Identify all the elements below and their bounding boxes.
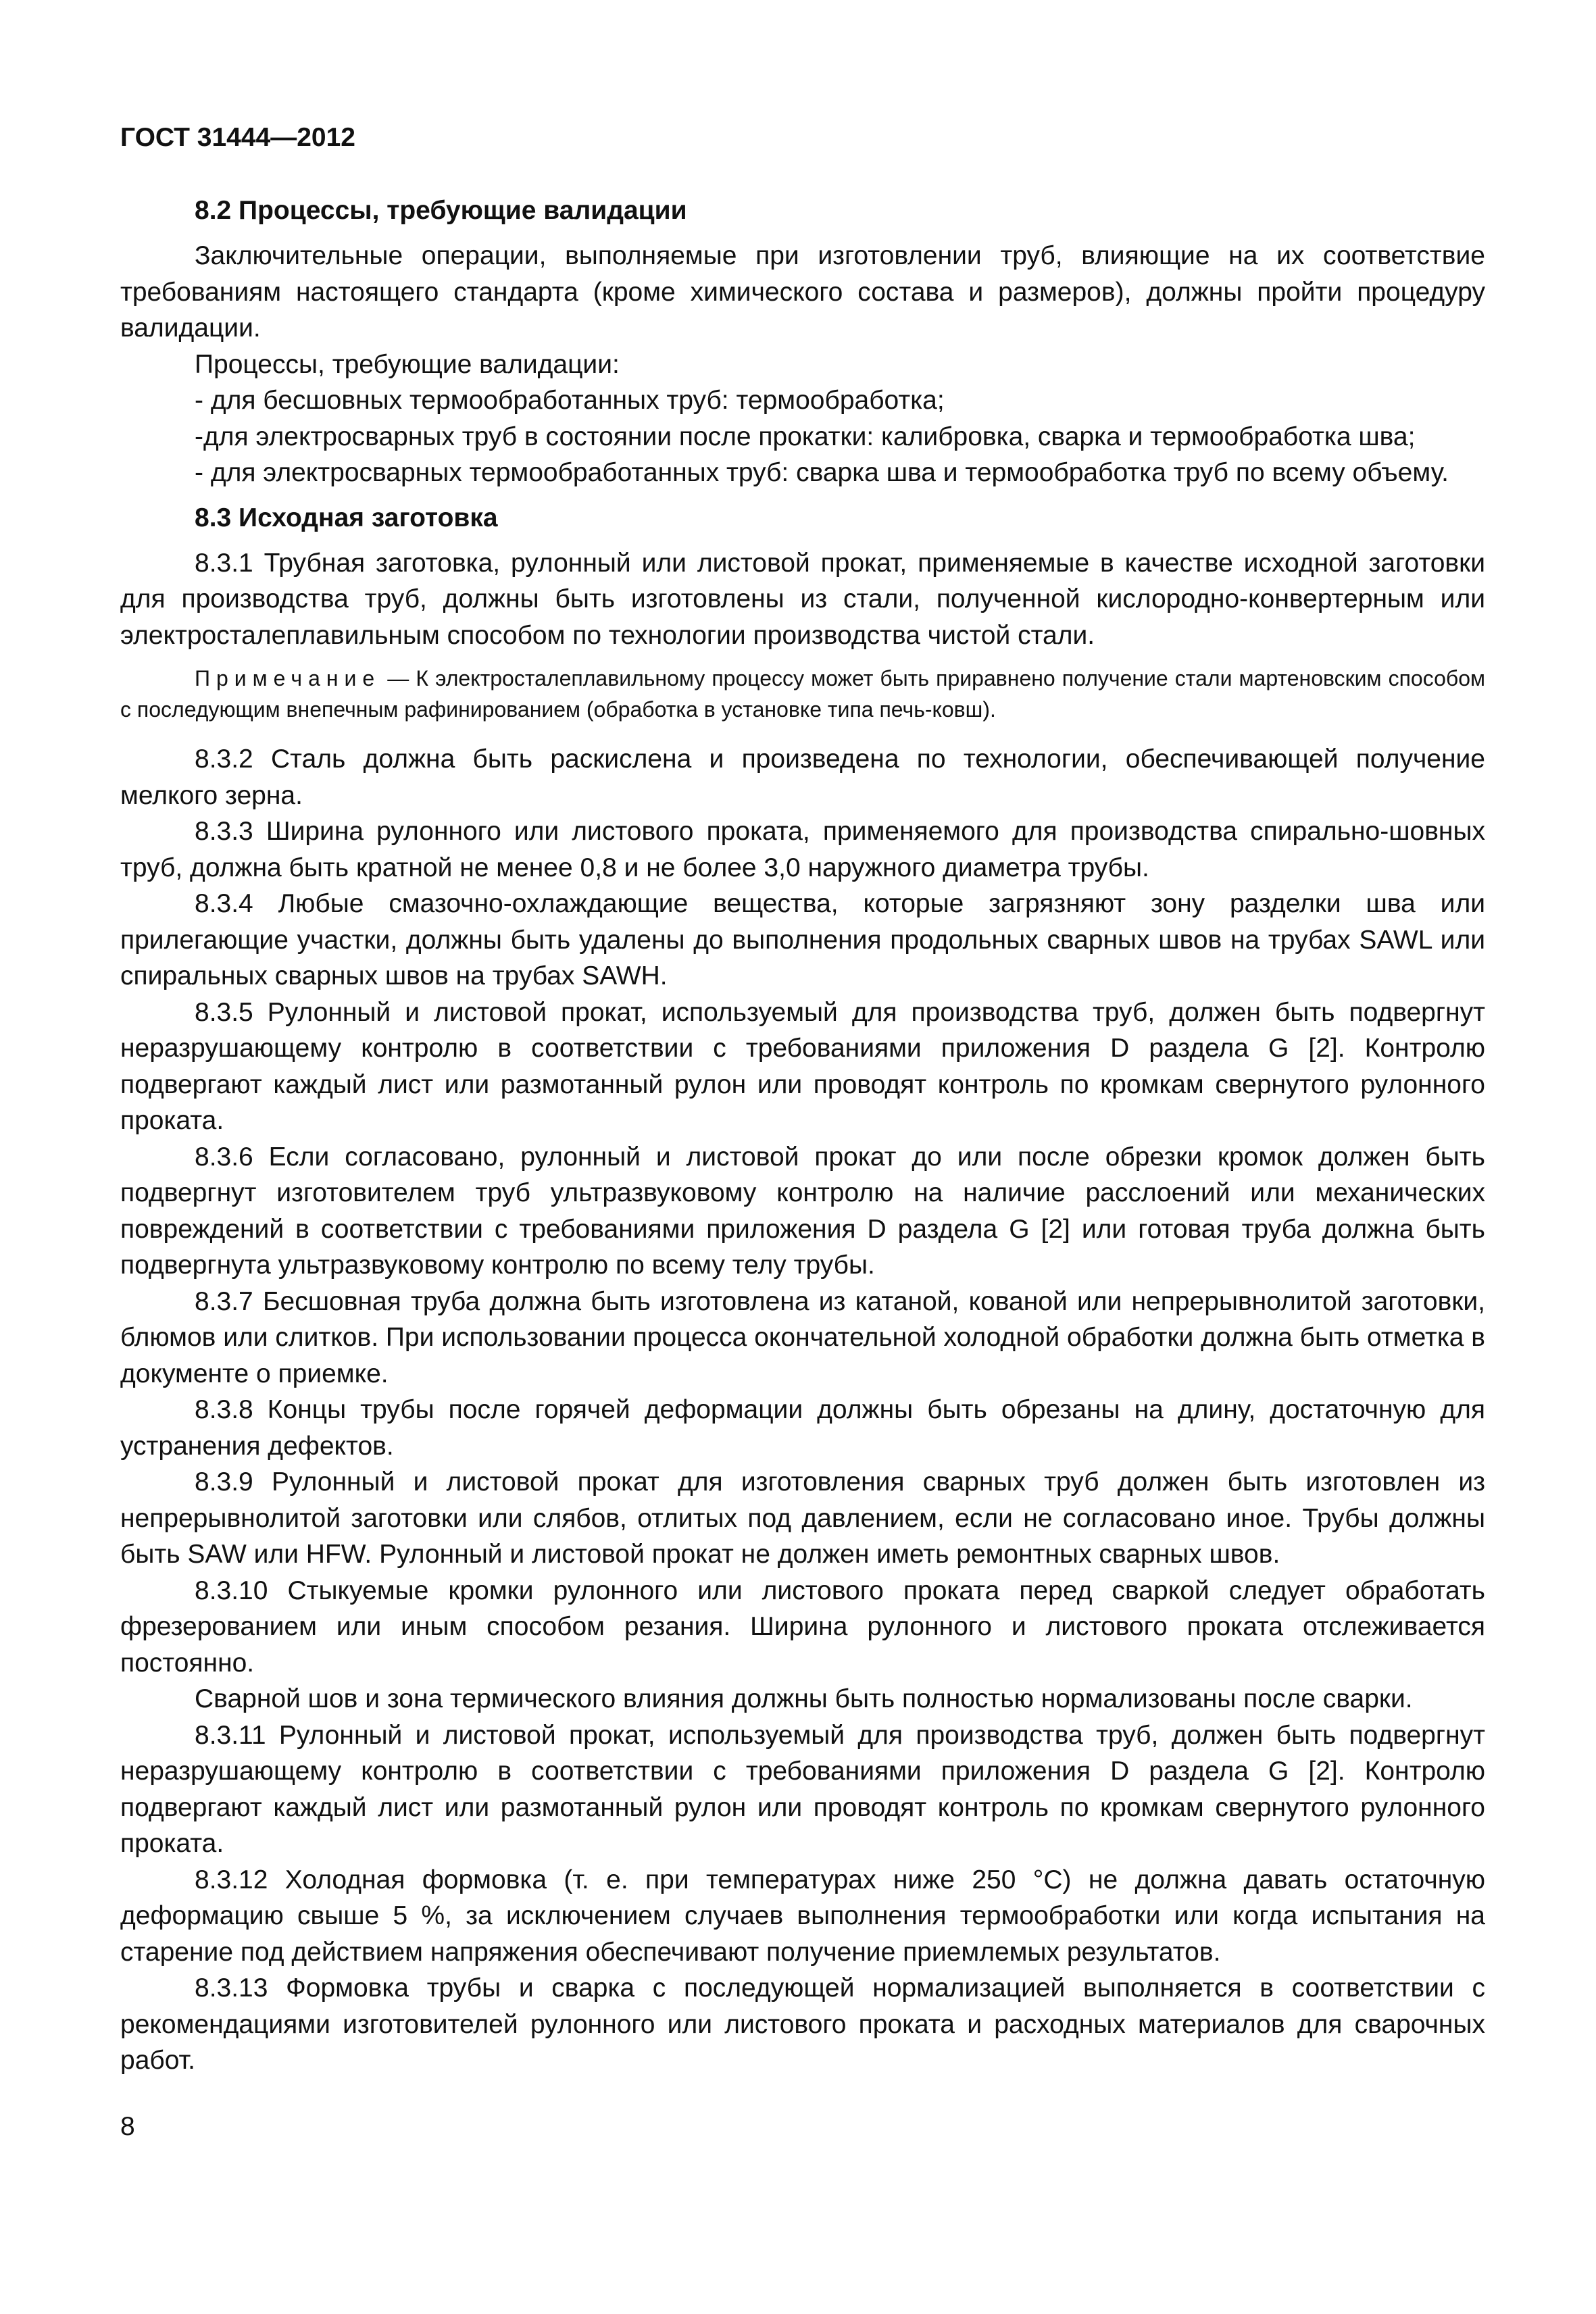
- paragraph-8-3-12: 8.3.12 Холодная формовка (т. е. при температурах ниже 250 °C) не должна давать остаточную деформацию свыше 5 %, за исключением случаев выполнения термообработки или когда испытания на старение под действием напряжения обеспечивают получение приемлемых результатов.: [120, 1865, 1485, 1967]
- note-text: — К электросталеплавильному процессу может быть приравнено получение стали мартеновским способом с последующим внепечным рафинированием (обработка в установке типа печь-ковш).: [120, 666, 1485, 722]
- paragraph-8-3-2: 8.3.2 Сталь должна быть раскислена и произведена по технологии, обеспечивающей получение мелкого зерна.: [120, 745, 1485, 810]
- section-8-2-list-item: -для электросварных труб в состоянии после прокатки: калибровка, сварка и термообработка шва;: [195, 422, 1416, 451]
- note-block: [120, 663, 1485, 725]
- paragraph-8-3-5: 8.3.5 Рулонный и листовой прокат, используемый для производства труб, должен быть подвергнут неразрушающему контролю в соответствии с требованиями приложения D раздела G [2]. Контролю подвергают каждый лист или размотанный рулон или проводят контроль по кромкам свернутого рулонного проката.: [120, 997, 1485, 1135]
- page-number: 8: [120, 2112, 135, 2141]
- paragraph-8-3-6: 8.3.6 Если согласовано, рулонный и листовой прокат до или после обрезки кромок должен быть подвергнут изготовителем труб ультразвуковому контролю на наличие расслоений или механических повреждений в соответствии с требованиями приложения D раздела G [2] или готовая труба должна быть подвергнута ультразвуковому контролю по всему телу трубы.: [120, 1142, 1485, 1280]
- paragraph-8-3-4: 8.3.4 Любые смазочно-охлаждающие вещества, которые загрязняют зону разделки шва или прилегающие участки, должны быть удалены до выполнения продольных сварных швов на трубах SAWL или спиральных сварных швов на трубах SAWH.: [120, 889, 1485, 990]
- paragraph-8-3-10: 8.3.10 Стыкуемые кромки рулонного или листового проката перед сваркой следует обработать фрезерованием или иным способом резания. Ширина рулонного и листового проката отслеживается постоянно.: [120, 1576, 1485, 1678]
- paragraph-8-3-10-continuation: Сварной шов и зона термического влияния должны быть полностью нормализованы после сварки.: [195, 1684, 1413, 1713]
- paragraph-8-3-9: 8.3.9 Рулонный и листовой прокат для изготовления сварных труб должен быть изготовлен из непрерывнолитой заготовки или слябов, отлитых под давлением, если не согласовано иное. Трубы должны быть SAW или HFW. Рулонный и листовой прокат не должен иметь ремонтных сварных швов.: [120, 1467, 1485, 1569]
- paragraph-8-3-11: 8.3.11 Рулонный и листовой прокат, используемый для производства труб, должен быть подвергнут неразрушающему контролю в соответствии с требованиями приложения D раздела G [2]. Контролю подвергают каждый лист или размотанный рулон или проводят контроль по кромкам свернутого рулонного проката.: [120, 1720, 1485, 1858]
- document-page: [120, 120, 1485, 2079]
- section-8-2-heading: 8.2 Процессы, требующие валидации: [195, 196, 687, 225]
- paragraph-8-3-8: 8.3.8 Концы трубы после горячей деформации должны быть обрезаны на длину, достаточную для устранения дефектов.: [120, 1395, 1485, 1461]
- section-8-3-heading: 8.3 Исходная заготовка: [195, 503, 498, 532]
- paragraph-8-3-13: 8.3.13 Формовка трубы и сварка с последующей нормализацией выполняется в соответствии с рекомендациями изготовителей рулонного или листового проката и расходных материалов для сварочных работ.: [120, 1973, 1485, 2075]
- section-8-2-intro: Заключительные операции, выполняемые при изготовлении труб, влияющие на их соответствие требованиям настоящего стандарта (кроме химического состава и размеров), должны пройти процедуру валидации.: [120, 241, 1485, 343]
- note-label: Примечание: [195, 666, 381, 690]
- paragraph-8-3-3: 8.3.3 Ширина рулонного или листового проката, применяемого для производства спирально-шовных труб, должна быть кратной не менее 0,8 и не более 3,0 наружного диаметра трубы.: [120, 817, 1485, 882]
- paragraph-8-3-1: 8.3.1 Трубная заготовка, рулонный или листовой прокат, применяемые в качестве исходной заготовки для производства труб, должны быть изготовлены из стали, полученной кислородно-конвертерным или электросталеплавильным способом по технологии производства чистой стали.: [120, 548, 1485, 650]
- document-code-header: ГОСТ 31444—2012: [120, 123, 355, 152]
- section-8-2-list-title: Процессы, требующие валидации:: [195, 349, 620, 379]
- section-8-2-list-item: - для электросварных термообработанных труб: сварка шва и термообработка труб по всему объему.: [195, 458, 1449, 487]
- section-8-2-list-item: - для бесшовных термообработанных труб: термообработка;: [195, 386, 945, 415]
- paragraph-8-3-7: 8.3.7 Бесшовная труба должна быть изготовлена из катаной, кованой или непрерывнолитой заготовки, блюмов или слитков. При использовании процесса окончательной холодной обработки должна быть отметка в документе о приемке.: [120, 1286, 1485, 1388]
